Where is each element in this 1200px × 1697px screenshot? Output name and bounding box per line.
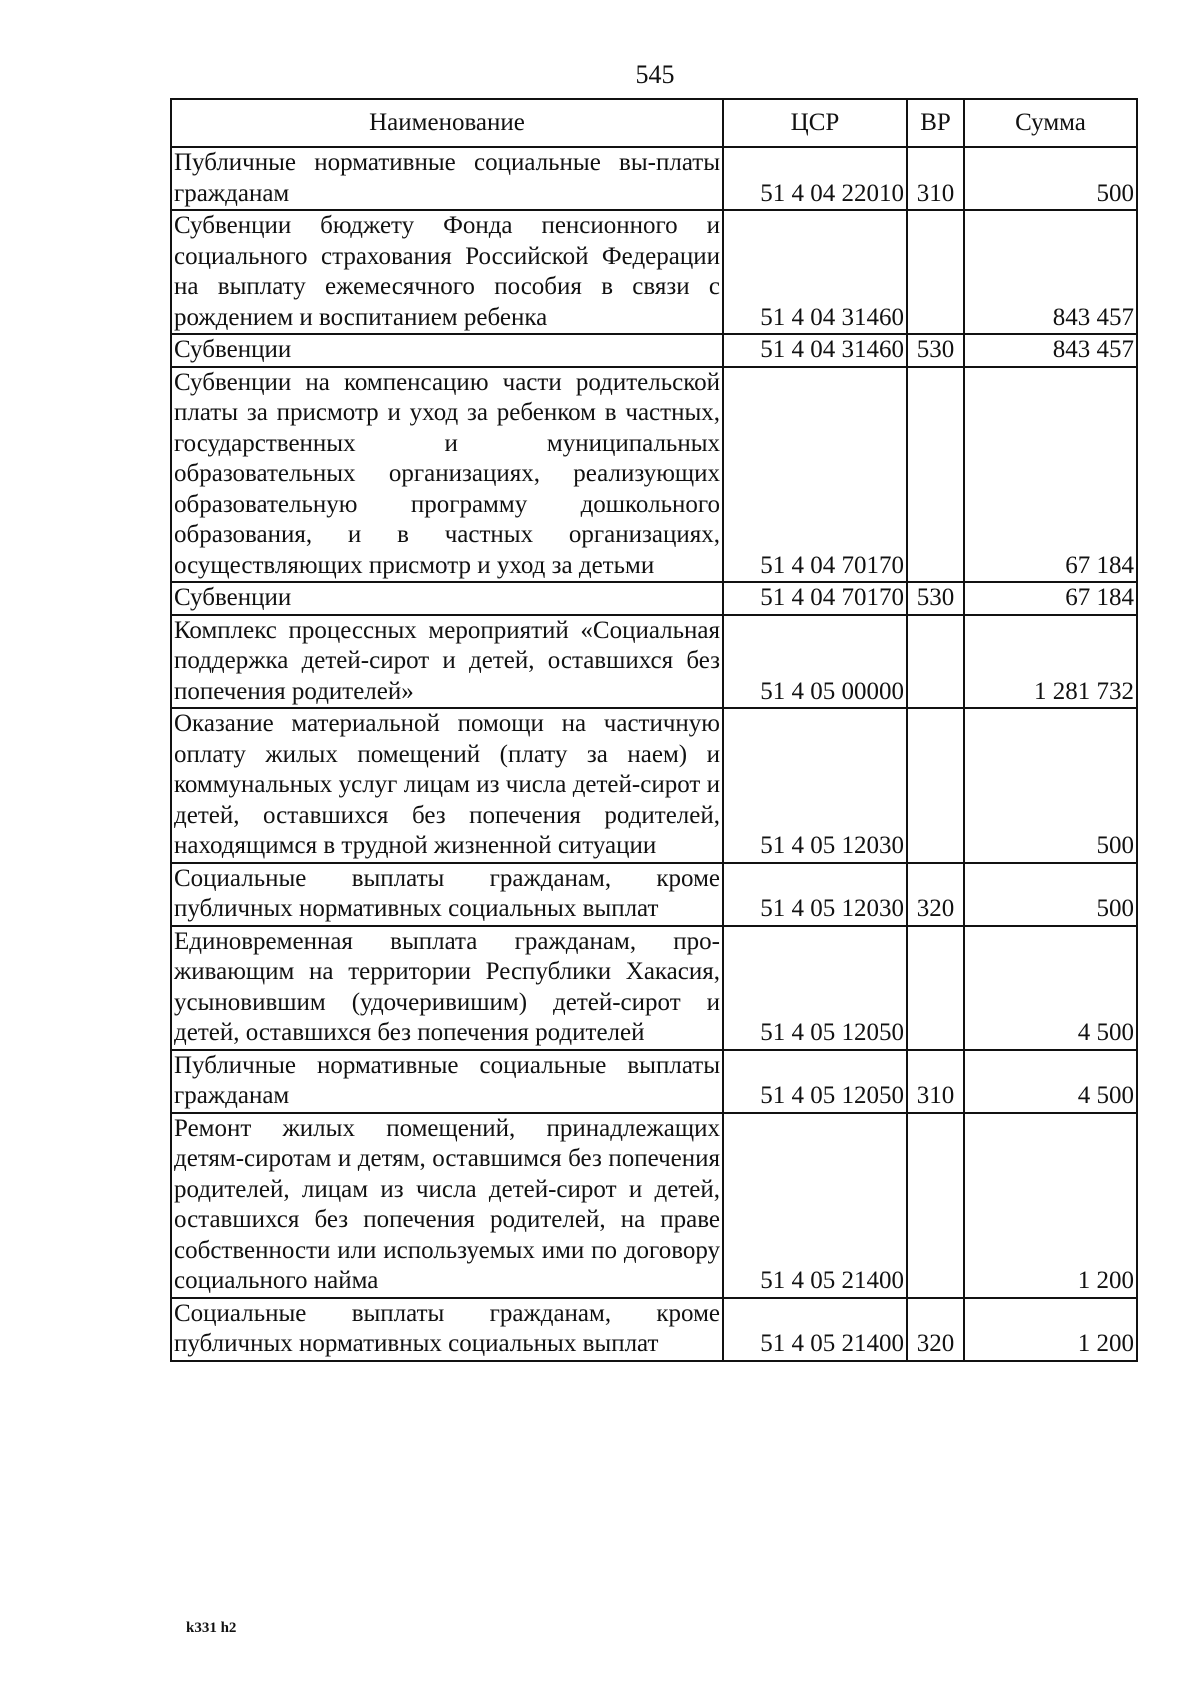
row-name: Субвенции на компенсацию части родительской платы за присмотр и уход за ребенком в частных, государственных и муниципальных образовательных организациях, реализующих образовательную программу дошкольного образования, и в частных организациях, осуществляющих присмотр и уход за детьми (171, 367, 723, 583)
row-sum: 500 (964, 147, 1137, 210)
table-row (171, 1050, 1137, 1113)
row-csr: 51 4 04 31460 (723, 210, 907, 334)
row-sum: 500 (964, 708, 1137, 863)
row-vr (907, 926, 964, 1050)
row-vr: 320 (907, 863, 964, 926)
row-sum: 67 184 (964, 582, 1137, 615)
row-vr: 310 (907, 147, 964, 210)
row-csr: 51 4 04 31460 (723, 334, 907, 367)
row-sum: 1 200 (964, 1113, 1137, 1298)
table-row (171, 147, 1137, 210)
row-name: Публичные нормативные социальные выплаты гражданам (171, 1050, 723, 1113)
row-csr: 51 4 05 12030 (723, 708, 907, 863)
row-name: Ремонт жилых помещений, принадлежащих детям-сиротам и детям, оставшимся без попечения родителей, лицам из числа детей-сирот и детей, оставшихся без попечения родителей, на праве собственности или используемых ими по договору социального найма (171, 1113, 723, 1298)
table-row (171, 863, 1137, 926)
row-vr (907, 210, 964, 334)
row-vr: 530 (907, 582, 964, 615)
row-csr: 51 4 04 70170 (723, 367, 907, 583)
footer-code: k331 h2 (186, 1620, 237, 1636)
table-header-row (171, 99, 1137, 147)
row-vr (907, 1113, 964, 1298)
row-csr: 51 4 04 22010 (723, 147, 907, 210)
row-csr: 51 4 05 12050 (723, 1050, 907, 1113)
table-row (171, 615, 1137, 709)
table-row (171, 708, 1137, 863)
budget-table (170, 98, 1138, 1362)
row-name: Комплекс процессных мероприятий «Социальная поддержка детей-сирот и детей, оставшихся без попечения родителей» (171, 615, 723, 709)
row-csr: 51 4 05 21400 (723, 1298, 907, 1361)
row-csr: 51 4 05 12030 (723, 863, 907, 926)
table-row (171, 210, 1137, 334)
row-sum: 843 457 (964, 210, 1137, 334)
table-row (171, 1113, 1137, 1298)
row-vr: 310 (907, 1050, 964, 1113)
table-row (171, 334, 1137, 367)
row-vr (907, 708, 964, 863)
row-name: Единовременная выплата гражданам, проживающим на территории Республики Хакасия, усыновившим (удочеривишим) детей-сирот и детей, оставшихся без попечения родителей (171, 926, 723, 1050)
header-name: Наименование (171, 99, 723, 147)
row-sum: 500 (964, 863, 1137, 926)
row-name: Субвенции бюджету Фонда пенсионного и социального страхования Российской Федерации на выплату ежемесячного пособия в связи с рождением и воспитанием ребенка (171, 210, 723, 334)
row-sum: 1 200 (964, 1298, 1137, 1361)
row-sum: 4 500 (964, 926, 1137, 1050)
row-name: Публичные нормативные социальные вы-платы гражданам (171, 147, 723, 210)
row-vr (907, 367, 964, 583)
row-csr: 51 4 04 70170 (723, 582, 907, 615)
row-name: Социальные выплаты гражданам, кроме публичных нормативных социальных выплат (171, 863, 723, 926)
row-name: Социальные выплаты гражданам, кроме публичных нормативных социальных выплат (171, 1298, 723, 1361)
row-name: Субвенции (171, 334, 723, 367)
row-sum: 843 457 (964, 334, 1137, 367)
row-name: Оказание материальной помощи на частичную оплату жилых помещений (плату за наем) и коммунальных услуг лицам из числа детей-сирот и детей, оставшихся без попечения родителей, находящимся в трудной жизненной ситуации (171, 708, 723, 863)
row-sum: 67 184 (964, 367, 1137, 583)
header-sum: Сумма (964, 99, 1137, 147)
row-sum: 1 281 732 (964, 615, 1137, 709)
row-vr (907, 615, 964, 709)
header-csr: ЦСР (723, 99, 907, 147)
row-sum: 4 500 (964, 1050, 1137, 1113)
table-row (171, 926, 1137, 1050)
table-row (171, 1298, 1137, 1361)
row-name: Субвенции (171, 582, 723, 615)
table-row (171, 582, 1137, 615)
row-csr: 51 4 05 00000 (723, 615, 907, 709)
header-vr: ВР (907, 99, 964, 147)
row-csr: 51 4 05 21400 (723, 1113, 907, 1298)
row-vr: 530 (907, 334, 964, 367)
page-number: 545 (635, 60, 675, 89)
table-row (171, 367, 1137, 583)
row-vr: 320 (907, 1298, 964, 1361)
row-csr: 51 4 05 12050 (723, 926, 907, 1050)
